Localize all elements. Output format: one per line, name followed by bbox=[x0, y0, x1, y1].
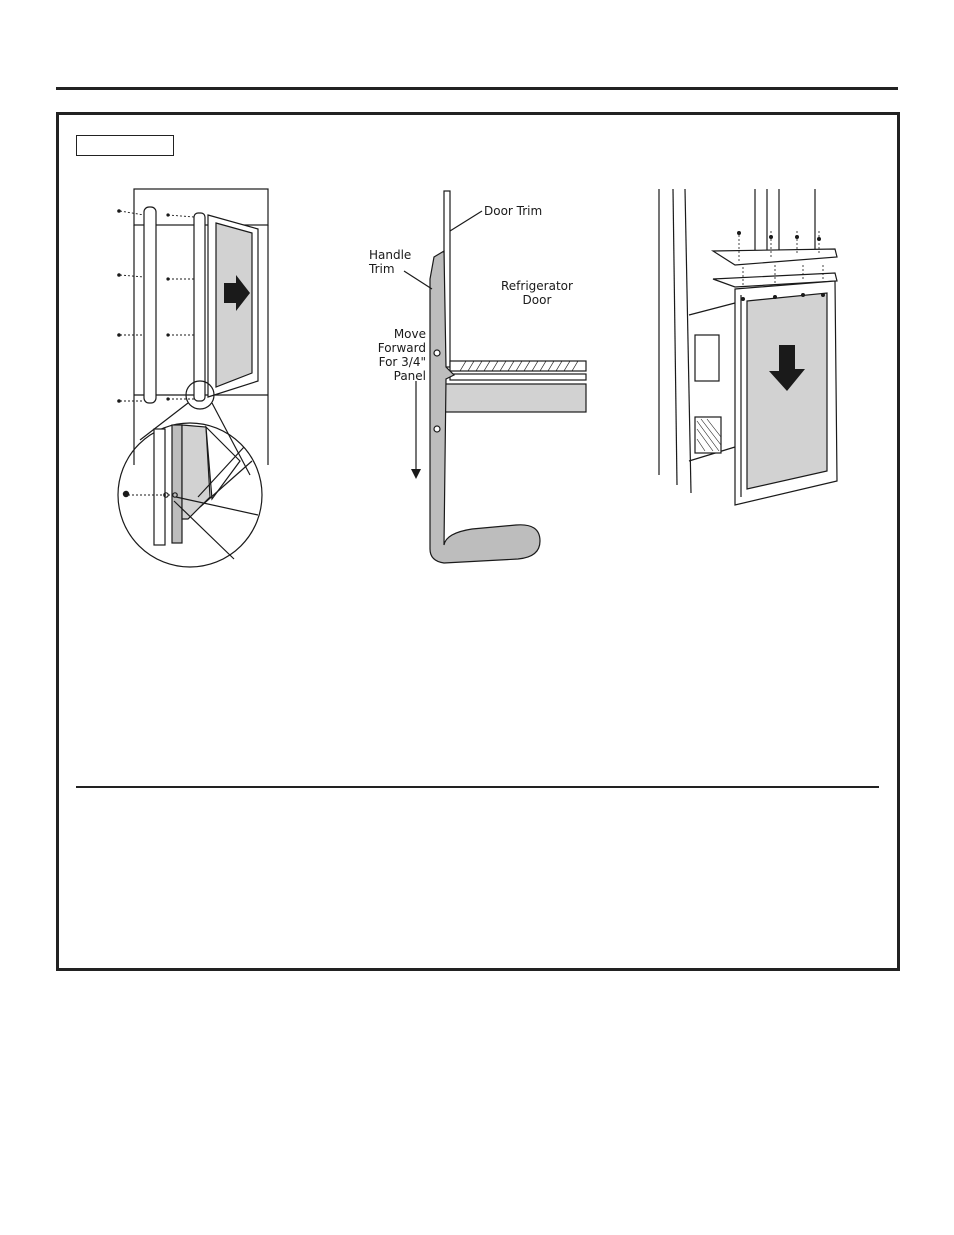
handle-trim-cross-section bbox=[400, 185, 600, 570]
door-panel-illustration bbox=[110, 185, 280, 570]
door-trim-label: Door Trim bbox=[484, 204, 543, 218]
top-rule bbox=[56, 87, 898, 90]
figure-tag-box bbox=[76, 135, 174, 156]
move-forward-label: Move Forward For 3/4" Panel bbox=[377, 327, 426, 383]
refrigerator-door-label: Refrigerator Door bbox=[501, 279, 573, 307]
section-divider bbox=[76, 786, 879, 788]
drawer-panel-illustration bbox=[655, 185, 845, 505]
handle-trim-label: Handle Trim bbox=[369, 248, 412, 276]
